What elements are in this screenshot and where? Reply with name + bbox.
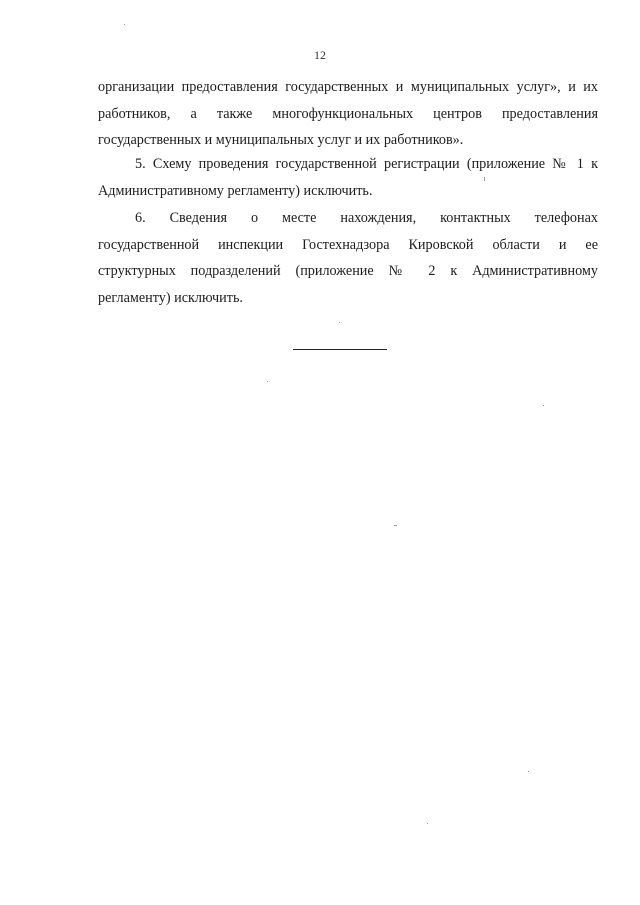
text-line: государственной инспекции Гостехнадзора Кировской области и ее	[98, 236, 598, 253]
end-of-text-rule	[293, 349, 387, 350]
text-line: Административному регламенту) исключить.	[98, 182, 373, 199]
text-line: работников, а также многофункциональных центров предоставления	[98, 105, 598, 122]
text-line: организации предоставления государственных и муниципальных услуг», и их	[98, 79, 598, 95]
scan-speck	[543, 405, 544, 406]
page-number: 12	[314, 48, 326, 62]
text-line: государственных и муниципальных услуг и их работников».	[98, 132, 464, 148]
paragraph-item-5	[98, 151, 598, 204]
text-line: структурных подразделений (приложение № 2 к Административному	[98, 263, 598, 279]
scan-speck	[124, 24, 125, 25]
scan-speck	[427, 823, 428, 824]
text-line: 5. Схему проведения государственной регистрации (приложение № 1 к	[135, 156, 598, 172]
scan-speck	[528, 771, 529, 772]
text-line: 6. Сведения о месте нахождения, контактных телефонах	[135, 210, 598, 226]
text-line: регламенту) исключить.	[98, 289, 243, 306]
paragraph-continuation	[98, 74, 598, 154]
scan-speck	[484, 177, 485, 181]
scan-speck	[394, 525, 397, 526]
scan-speck	[339, 322, 340, 323]
scan-speck	[267, 381, 268, 382]
paragraph-item-6	[98, 205, 598, 311]
